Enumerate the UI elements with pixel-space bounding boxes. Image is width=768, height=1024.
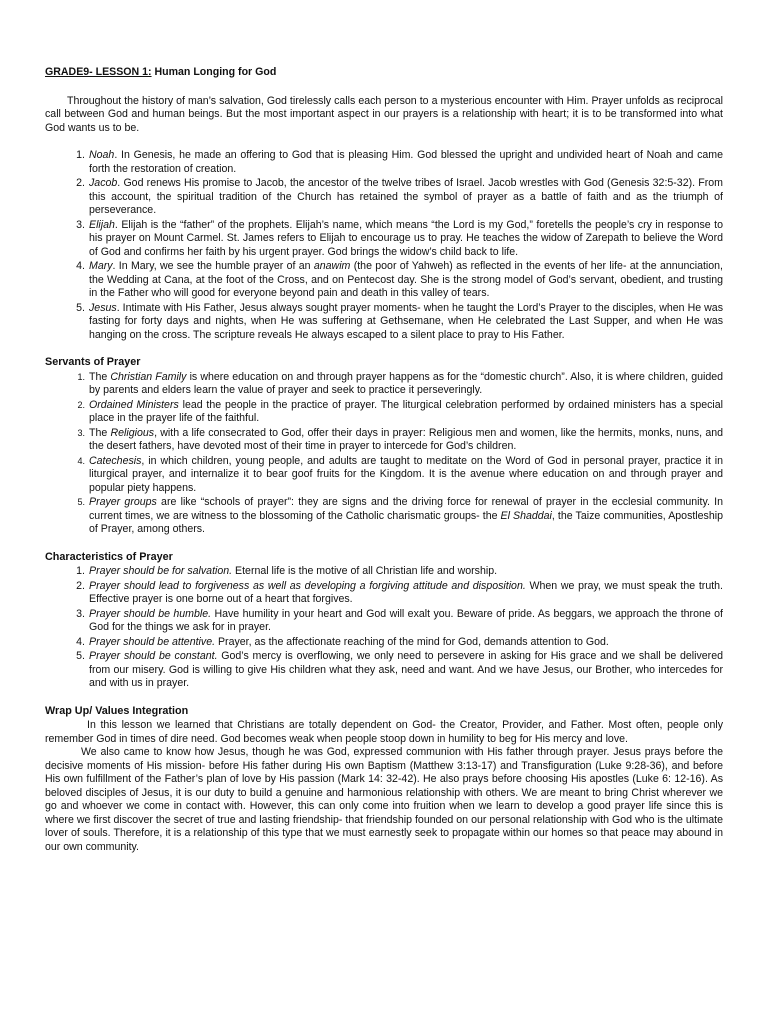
list-number: 1. [76,149,85,161]
item-emphasis: Prayer should be constant. [89,650,218,662]
wrap-up-paragraph-1: In this lesson we learned that Christians are totally dependent on God- the Creator, Provider, and Father. Most often, people only remember God in times of dire need. God becomes weak when people stoop down in humility to beg for His mercy and love. [45,719,723,745]
list-number: 3. [76,218,85,231]
figure-name: Jacob [89,177,118,189]
item-emphasis: Catechesis [89,454,142,467]
wrap-up-section [45,705,723,855]
item-prefix: The [89,426,111,439]
list-item [77,398,723,426]
title-lesson-name: Human Longing for God [151,66,277,78]
figure-text: . Elijah is the “father” of the prophets. Elijah’s name, which means “the Lord is my God,” foretells the people’s cry in response to his prayer on Mount Carmel. St. James refers to Elijah to encourage us to pray. He teaches the widow of Zarepath to believe the Word of God and confirms her faith by his urgent prayer. God brings the widow’s child back to life. [89,218,723,258]
item-text: Prayer, as the affectionate reaching of the mind for God, demands attention to God. [215,635,609,648]
item-emphasis: Prayer should lead to forgiveness as well as developing a forgiving attitude and disposition. [89,579,526,592]
figure-emphasis: anawim [313,260,351,272]
list-number: 5. [76,650,85,662]
item-text: Have humility in your heart and God will exalt you. Beware of pride. As beggars, we approach the throne of God for the things we ask for in prayer. [89,607,723,633]
item-emphasis: Prayer should be humble. [89,607,212,620]
item-emphasis: Christian Family [110,370,187,383]
list-number: 4. [76,260,85,272]
figure-name: Elijah [89,218,115,231]
item-text: , the Taize communities, Apostleship of Prayer, among others. [89,509,723,535]
list-item [77,496,723,537]
prayer-figures-list [76,149,723,342]
figure-text: . Intimate with His Father, Jesus always sought prayer moments- when he taught the Lord’s Prayer to the disciples, when He was fasting for forty days and nights, when He was suffering at Gethsemane, when He celebrated the Last Supper, and when He was hanging on the cross. The scripture reveals He always escaped to a silent place to pray to His Father. [89,301,723,341]
figure-text: (the poor of Yahweh) as reflected in the events of her life- at the annunciation, the Wedding at Cana, at the foot of the Cross, and on Pentecost day. She is the strong model of God’s servant, obedient, and trusting in the Father who will good for everyone beyond pain and death in this valley of tears. [89,260,723,299]
item-text: lead the people in the practice of prayer. The liturgical celebration performed by ordained ministers has a special place in the prayer life of the faithful. [89,398,723,424]
list-item [76,149,723,176]
section-heading-servants: Servants of Prayer [45,356,141,368]
list-item [76,301,723,343]
list-number: 1. [77,371,85,382]
section-heading-characteristics: Characteristics of Prayer [45,550,173,563]
page-title [45,66,723,80]
list-item [76,635,723,650]
list-item [77,370,724,398]
figure-text: . In Genesis, he made an offering to God that is pleasing Him. God blessed the upright and undivided heart of Noah and came forth the restoration of creation. [89,149,723,175]
item-text: When we pray, we must speak the truth. Effective prayer is one borne out of a heart that forgives. [89,579,723,605]
figure-text: . In Mary, we see the humble prayer of an [112,260,314,272]
list-item [77,454,723,496]
figure-name: Jesus [89,301,117,314]
list-number: 2. [77,399,85,410]
item-emphasis: Prayer should be attentive. [89,635,216,648]
list-item [76,218,723,260]
list-number: 4. [76,635,85,648]
list-item [76,565,723,579]
item-text: Eternal life is the motive of all Christian life and worship. [232,565,498,577]
list-number: 5. [77,497,85,507]
list-item [76,260,723,301]
item-emphasis: Prayer groups [89,496,157,508]
wrap-up-paragraph-2: We also came to know how Jesus, though he was God, expressed communion with His father through prayer. Jesus prays before the decisive moments of His mission- before His father during His own Baptism (Matthew 3:13-17) and Transfiguration (Luke 9:28-36), and before His own fulfillment of the Father’s plan of love by His passion (Mark 14: 32-42). He also prays before choosing His apostles (Luke 6: 12-16). As beloved disciples of Jesus, it is our duty to build a genuine and harmonious relationship with others. We are meant to bring Christ wherever we go and whoever we come in contact with. However, this can only come into fruition when we learn to develop a good prayer life since this is where we first discover the secret of true and lasting friendship- that friendship founded on our personal relationship with God who is the ultimate lover of souls. Therefore, it is a relationship of this type that we must earnestly seek to propagate within our homes so that peace may abound in our own community. [45,746,723,853]
list-number: 1. [76,565,85,577]
list-number: 4. [77,455,85,466]
item-text: is where education on and through prayer happens as for the “domestic church”. Also, it is where children, guided by parents and elders learn the value of prayer and seek to practice it perseveringly. [89,370,724,396]
characteristics-list [76,565,723,691]
item-emphasis: El Shaddai [500,509,552,522]
list-item [76,650,723,691]
document-page [45,66,723,854]
figure-name: Mary [89,260,113,272]
title-lesson-label: GRADE9- LESSON 1: [45,66,152,78]
list-item [77,426,723,454]
item-text: God’s mercy is overflowing, we only need to persevere in asking for His grace and we shall be delivered from our misery. God is willing to give His children what they ask, need and want. And we have Jesus, our Brother, who intercedes for and with us in prayer. [89,650,723,689]
figure-name: Noah [89,149,115,161]
intro-paragraph: Throughout the history of man’s salvation, God tirelessly calls each person to a mysterious encounter with Him. Prayer unfolds as reciprocal call between God and human beings. But the most important aspect in our prayers is a relationship with heart; it is to be transformed into what God wants us to be. [45,94,723,134]
item-emphasis: Religious [110,426,155,439]
list-number: 3. [77,427,85,438]
section-heading-wrap-up: Wrap Up/ Values Integration [45,704,189,717]
list-item [76,607,723,635]
item-prefix: The [89,370,111,383]
list-number: 2. [76,177,85,189]
item-text: , with a life consecrated to God, offer their days in prayer: Religious men and women, like the hermits, monks, nuns, and the desert fathers, have devoted most of their time in prayer to intercede for God’s children. [89,426,723,452]
servants-list [77,370,724,537]
list-number: 5. [76,301,85,314]
item-emphasis: Ordained Ministers [89,398,179,411]
list-number: 3. [76,607,85,620]
list-item [76,177,723,218]
item-emphasis: Prayer should be for salvation. [89,565,233,577]
list-number: 2. [76,579,85,592]
item-text: , in which children, young people, and adults are taught to meditate on the Word of God in personal prayer, practice it in liturgical prayer, and internalize it to bear goof fruits for the Kingdom. It is the avenue where education on and through prayer and popular piety happens. [89,454,723,494]
list-item [76,579,723,607]
figure-text: . God renews His promise to Jacob, the ancestor of the twelve tribes of Israel. Jacob wrestles with God (Genesis 32:5-32). From this account, the spiritual tradition of the Church has retained the symbol of prayer as a battle of faith and as the triumph of perseverance. [89,177,723,216]
item-text: are like “schools of prayer”: they are signs and the driving force for renewal of prayer in the ecclesial community. In current times, we are witness to the blossoming of the Catholic charismatic groups- the [89,496,723,522]
